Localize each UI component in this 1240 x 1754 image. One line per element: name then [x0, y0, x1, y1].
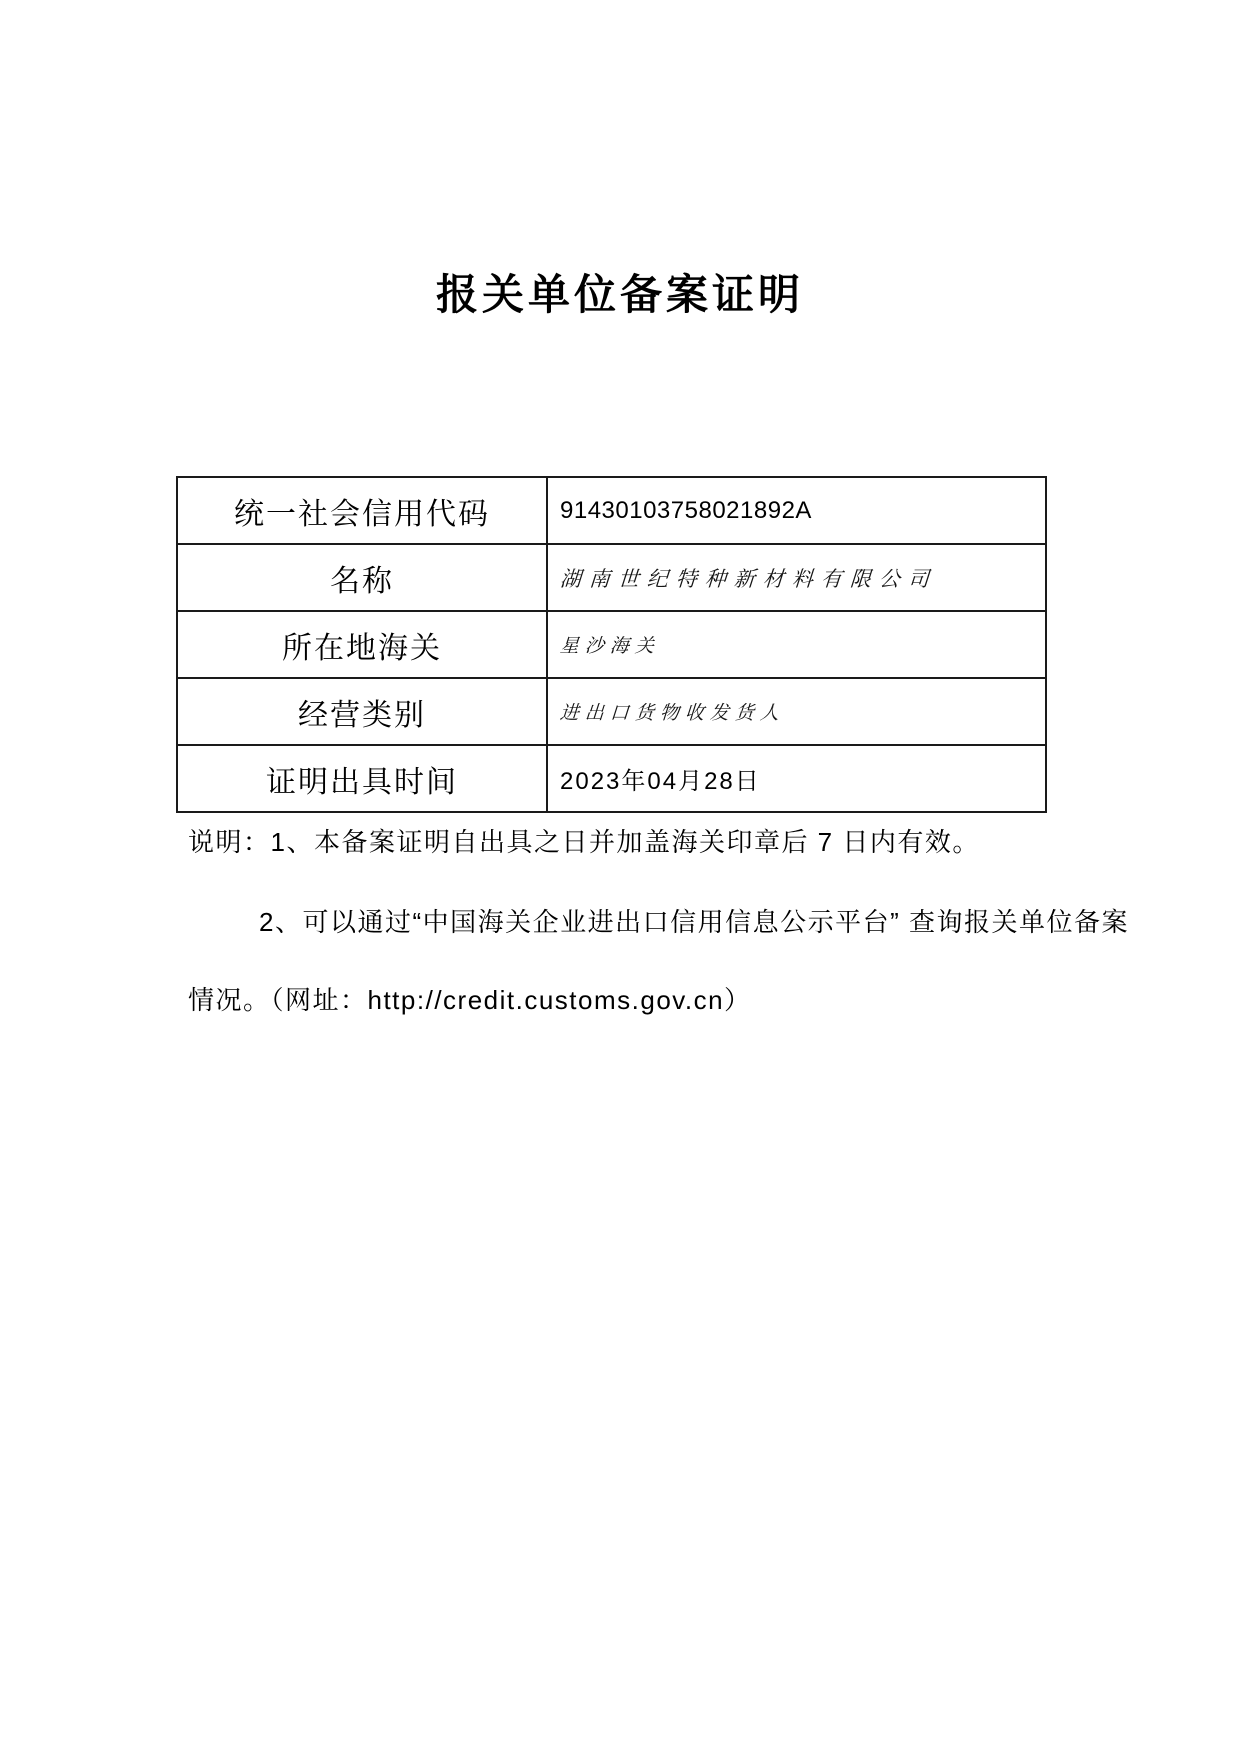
note-query-platform: 2、可以通过“中国海关企业进出口信用信息公示平台” 查询报关单位备案 — [259, 907, 1130, 937]
company-name-value-handwritten: 湖南世纪特种新材料有限公司 — [559, 566, 938, 591]
business-category-value-handwritten: 进出口货物收发货人 — [559, 701, 786, 724]
customs-location-label: 所在地海关 — [177, 611, 547, 678]
credit-code-value: 91430103758021892A — [560, 496, 812, 524]
table-row-business-category — [177, 678, 1046, 745]
table-row-customs-location — [177, 611, 1046, 678]
business-category-label: 经营类别 — [177, 678, 547, 745]
credit-code-label: 统一社会信用代码 — [177, 477, 547, 544]
note-platform-url: 情况。（网址：http://credit.customs.gov.cn） — [188, 985, 752, 1015]
issue-date-label: 证明出具时间 — [177, 745, 547, 812]
company-name-label: 名称 — [177, 544, 547, 611]
note-validity: 说明：1、本备案证明自出具之日并加盖海关印章后 7 日内有效。 — [188, 827, 980, 857]
certificate-title: 报关单位备案证明 — [435, 271, 804, 318]
table-row-issue-date — [177, 745, 1046, 812]
table-row-company-name — [177, 544, 1046, 611]
table-row-credit-code — [177, 477, 1046, 544]
customs-location-value-handwritten: 星沙海关 — [559, 634, 661, 657]
issue-date-value: 2023年04月28日 — [560, 768, 761, 795]
registration-table — [176, 476, 1047, 813]
